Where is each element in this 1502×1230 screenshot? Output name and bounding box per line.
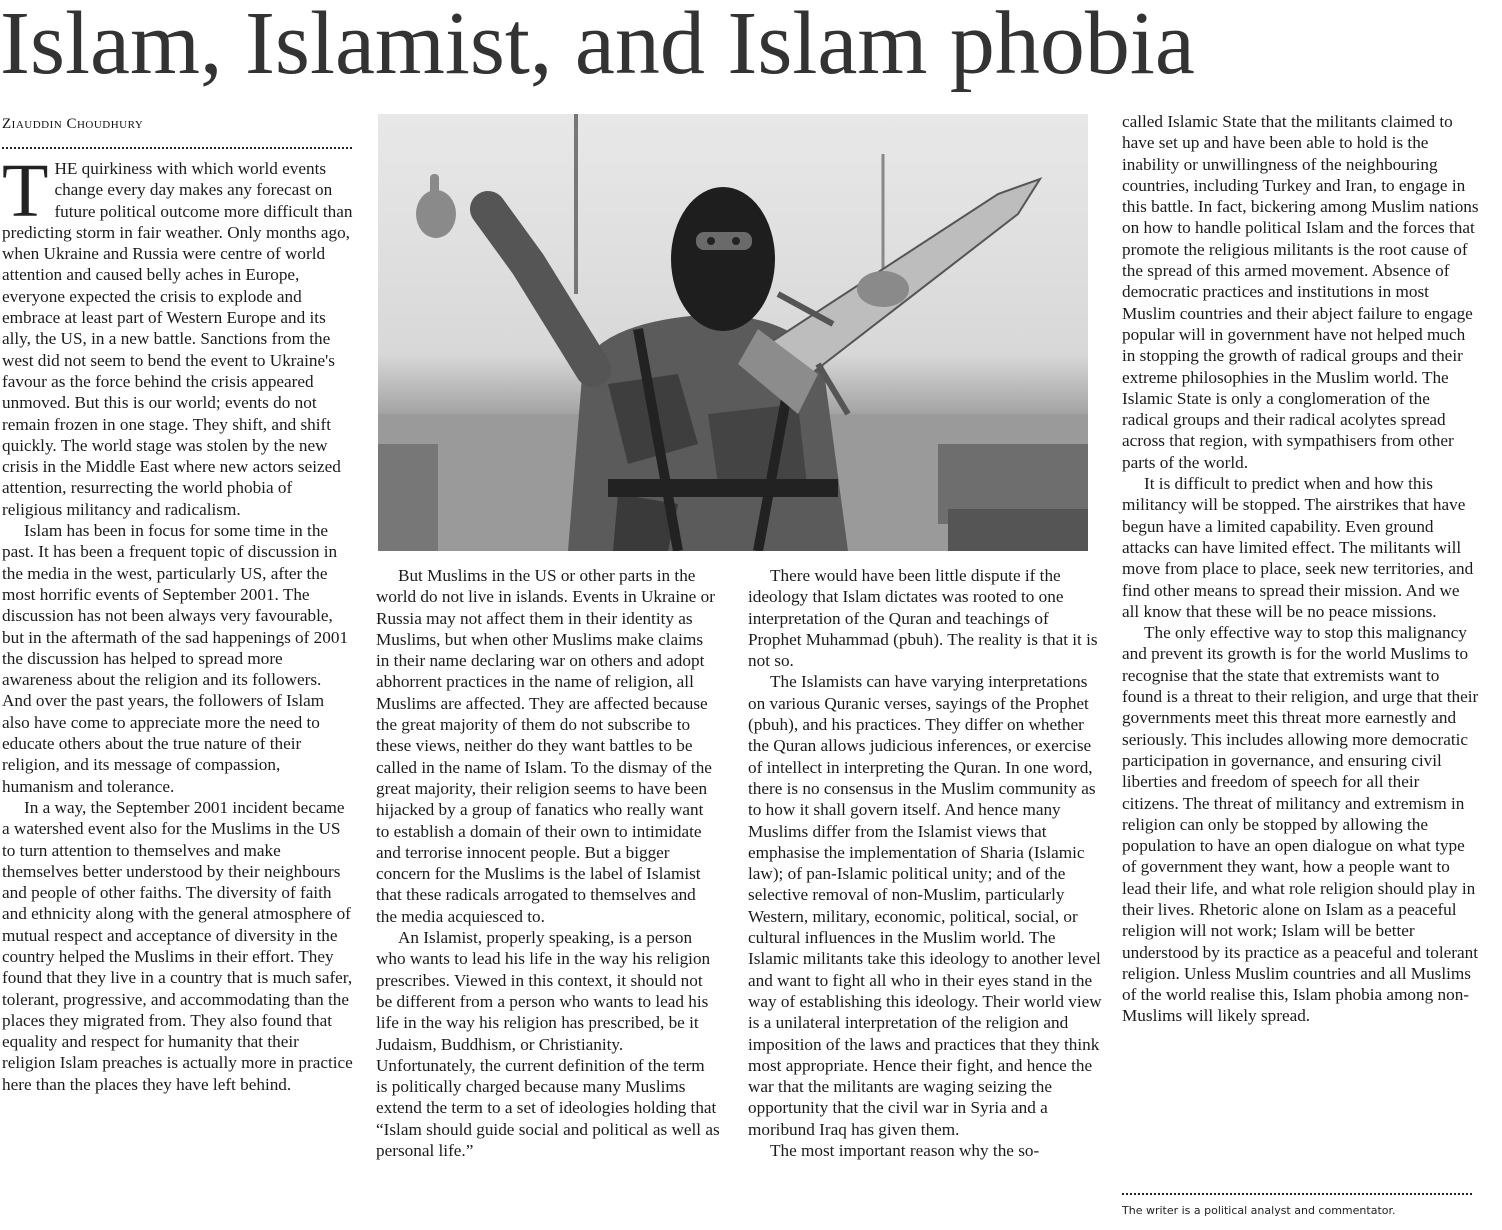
paragraph: called Islamic State that the militants claimed to have set up and have been able to hold is the inability or unwillingness of the neighbouring countries, including Turkey and Iran, to engage in this battle. In fact, bickering among Muslim nations on how to handle political Islam and the forces that promote the religious militants is the root cause of the spread of this armed movement. Absence of democratic practices and institutions in most Muslim countries and their abject failure to engage popular will in government have not helped much in stopping the growth of radical groups and their extreme philosophies in the Muslim world. The Islamic State is only a conglomeration of the radical groups and their radical acolytes spread across that region, with sympathisers from other parts of the world. [1122, 112, 1479, 472]
headline: Islam, Islamist, and Islam phobia [0, 0, 1195, 93]
byline-divider [2, 147, 352, 149]
militant-photo-icon [378, 114, 1088, 551]
article-column-3 [748, 565, 1106, 1161]
byline: Ziauddin Choudhury [2, 116, 144, 132]
paragraph: Islam has been in focus for some time in the past. It has been a frequent topic of discussion in the media in the west, particularly US, after the most horrific events of September 2001. The discussion has not been always very favourable, but in the aftermath of the sad happenings of 2001 the discussion has helped to spread more awareness about the religion and its followers. And over the past years, the followers of Islam also have come to appreciate more the need to educate others about the true nature of their religion, and its message of compassion, humanism and tolerance. [2, 521, 349, 796]
paragraph: The only effective way to stop this malignancy and prevent its growth is for the world Muslims to recognise that the state that extremists want to found is a threat to their religion, and urge that their governments meet this threat more earnestly and seriously. This includes allowing more democratic participation in governance, and ensuring civil liberties and freedom of speech for all their citizens. The threat of militancy and extremism in religion can only be stopped by allowing the population to have an open dialogue on what type of government they want, how a people want to lead their life, and what role religion should play in their lives. Rhetoric alone on Islam as a peaceful religion will not work; Islam will be better understood by its practice as a peaceful and tolerant religion. Unless Muslim countries and all Muslims of the world realise this, Islam phobia among non-Muslims will likely spread. [1122, 623, 1479, 1026]
article-column-2 [376, 565, 720, 1161]
article-column-4 [1122, 111, 1480, 1027]
paragraph: An Islamist, properly speaking, is a person who wants to lead his life in the way his religion prescribes. Viewed in this context, it should not be different from a person who wants to lead his life in the way his religion has prescribed, be it Judaism, Buddhism, or Christianity. Unfortunately, the current definition of the term is politically charged because many Muslims extend the term to a set of ideologies holding that “Islam should guide social and political as well as personal life.” [376, 928, 720, 1161]
article-column-1 [2, 149, 354, 1095]
paragraph: But Muslims in the US or other parts in the world do not live in islands. Events in Ukraine or Russia may not affect them in their identity as Muslims, but when other Muslims make claims in their name declaring war on others and adopt abhorrent practices in the name of religion, all Muslims are affected. They are affected because the great majority of them do not subscribe to these views, neither do they want battles to be called in the name of Islam. To the dismay of the great majority, their religion seems to have been hijacked by a group of fanatics who really want to establish a domain of their own to intimidate and terrorise innocent people. But a bigger concern for the Muslims is the label of Islamist that these radicals arrogated to themselves and the media acquiesced to. [376, 566, 715, 926]
article-photo [378, 114, 1088, 551]
drop-cap: T [2, 149, 49, 233]
paragraph: The most important reason why the so- [770, 1141, 1040, 1161]
author-note: The writer is a political analyst and commentator. [1122, 1204, 1396, 1217]
paragraph: There would have been little dispute if the ideology that Islam dictates was rooted to one interpretation of the Quran and teachings of Prophet Muhammad (pbuh). The reality is that it is not so. [748, 566, 1098, 671]
paragraph: It is difficult to predict when and how this militancy will be stopped. The airstrikes that have begun have a limited capability. Even ground attacks can have limited effect. The militants will move from place to place, seek new territories, and find other means to spread their mission. And we all know that these will be no peace missions. [1122, 474, 1474, 621]
footnote-divider [1122, 1193, 1472, 1195]
paragraph: The Islamists can have varying interpretations on various Quranic verses, sayings of the Prophet (pbuh), and his practices. They differ on whether the Quran allows judicious inferences, or exercise of intellect in interpreting the Quran. In one word, there is no consensus in the Muslim community as to how it shall govern itself. And hence many Muslims differ from the Islamist views that emphasise the implementation of Sharia (Islamic law); of pan-Islamic political unity; and of the selective removal of non-Muslim, particularly Western, military, economic, political, social, or cultural influences in the Muslim world. The Islamic militants take this ideology to another level and want to fight all who in their eyes stand in the way of establishing this ideology. Their world view is a unilateral interpretation of the religion and imposition of the laws and practices that they think most appropriate. Hence their fight, and hence the war that the militants are waging seizing the opportunity that the civil war in Syria and a moribund Iraq has given them. [748, 672, 1102, 1139]
paragraph: In a way, the September 2001 incident became a watershed event also for the Muslims in the US to turn attention to themselves and make themselves better understood by their neighbours and people of other faiths. The diversity of faith and ethnicity along with the general atmosphere of mutual respect and acceptance of diversity in the country helped the Muslims in their effort. They found that they live in a country that is much safer, tolerant, progressive, and accommodating than the places they migrated from. They also found that equality and respect for humanity that their religion Islam preaches is actually more in practice here than the places they have left behind. [2, 797, 353, 1094]
paragraph: THE quirkiness with which world events change every day makes any forecast on future political outcome more difficult than predicting storm in fair weather. Only months ago, when Ukraine and Russia were centre of world attention and caused belly aches in Europe, everyone expected the crisis to explode and embrace at least part of Western Europe and its ally, the US, in a new battle. Sanctions from the west did not seem to bend the event to Ukraine's favour as the force behind the crisis appeared unmoved. But this is our world; events do not remain frozen in one stage. They shift, and shift quickly. The world stage was stolen by the new crisis in the Middle East where new actors seized attention, resurrecting the world phobia of religious militancy and radicalism. [2, 149, 353, 519]
